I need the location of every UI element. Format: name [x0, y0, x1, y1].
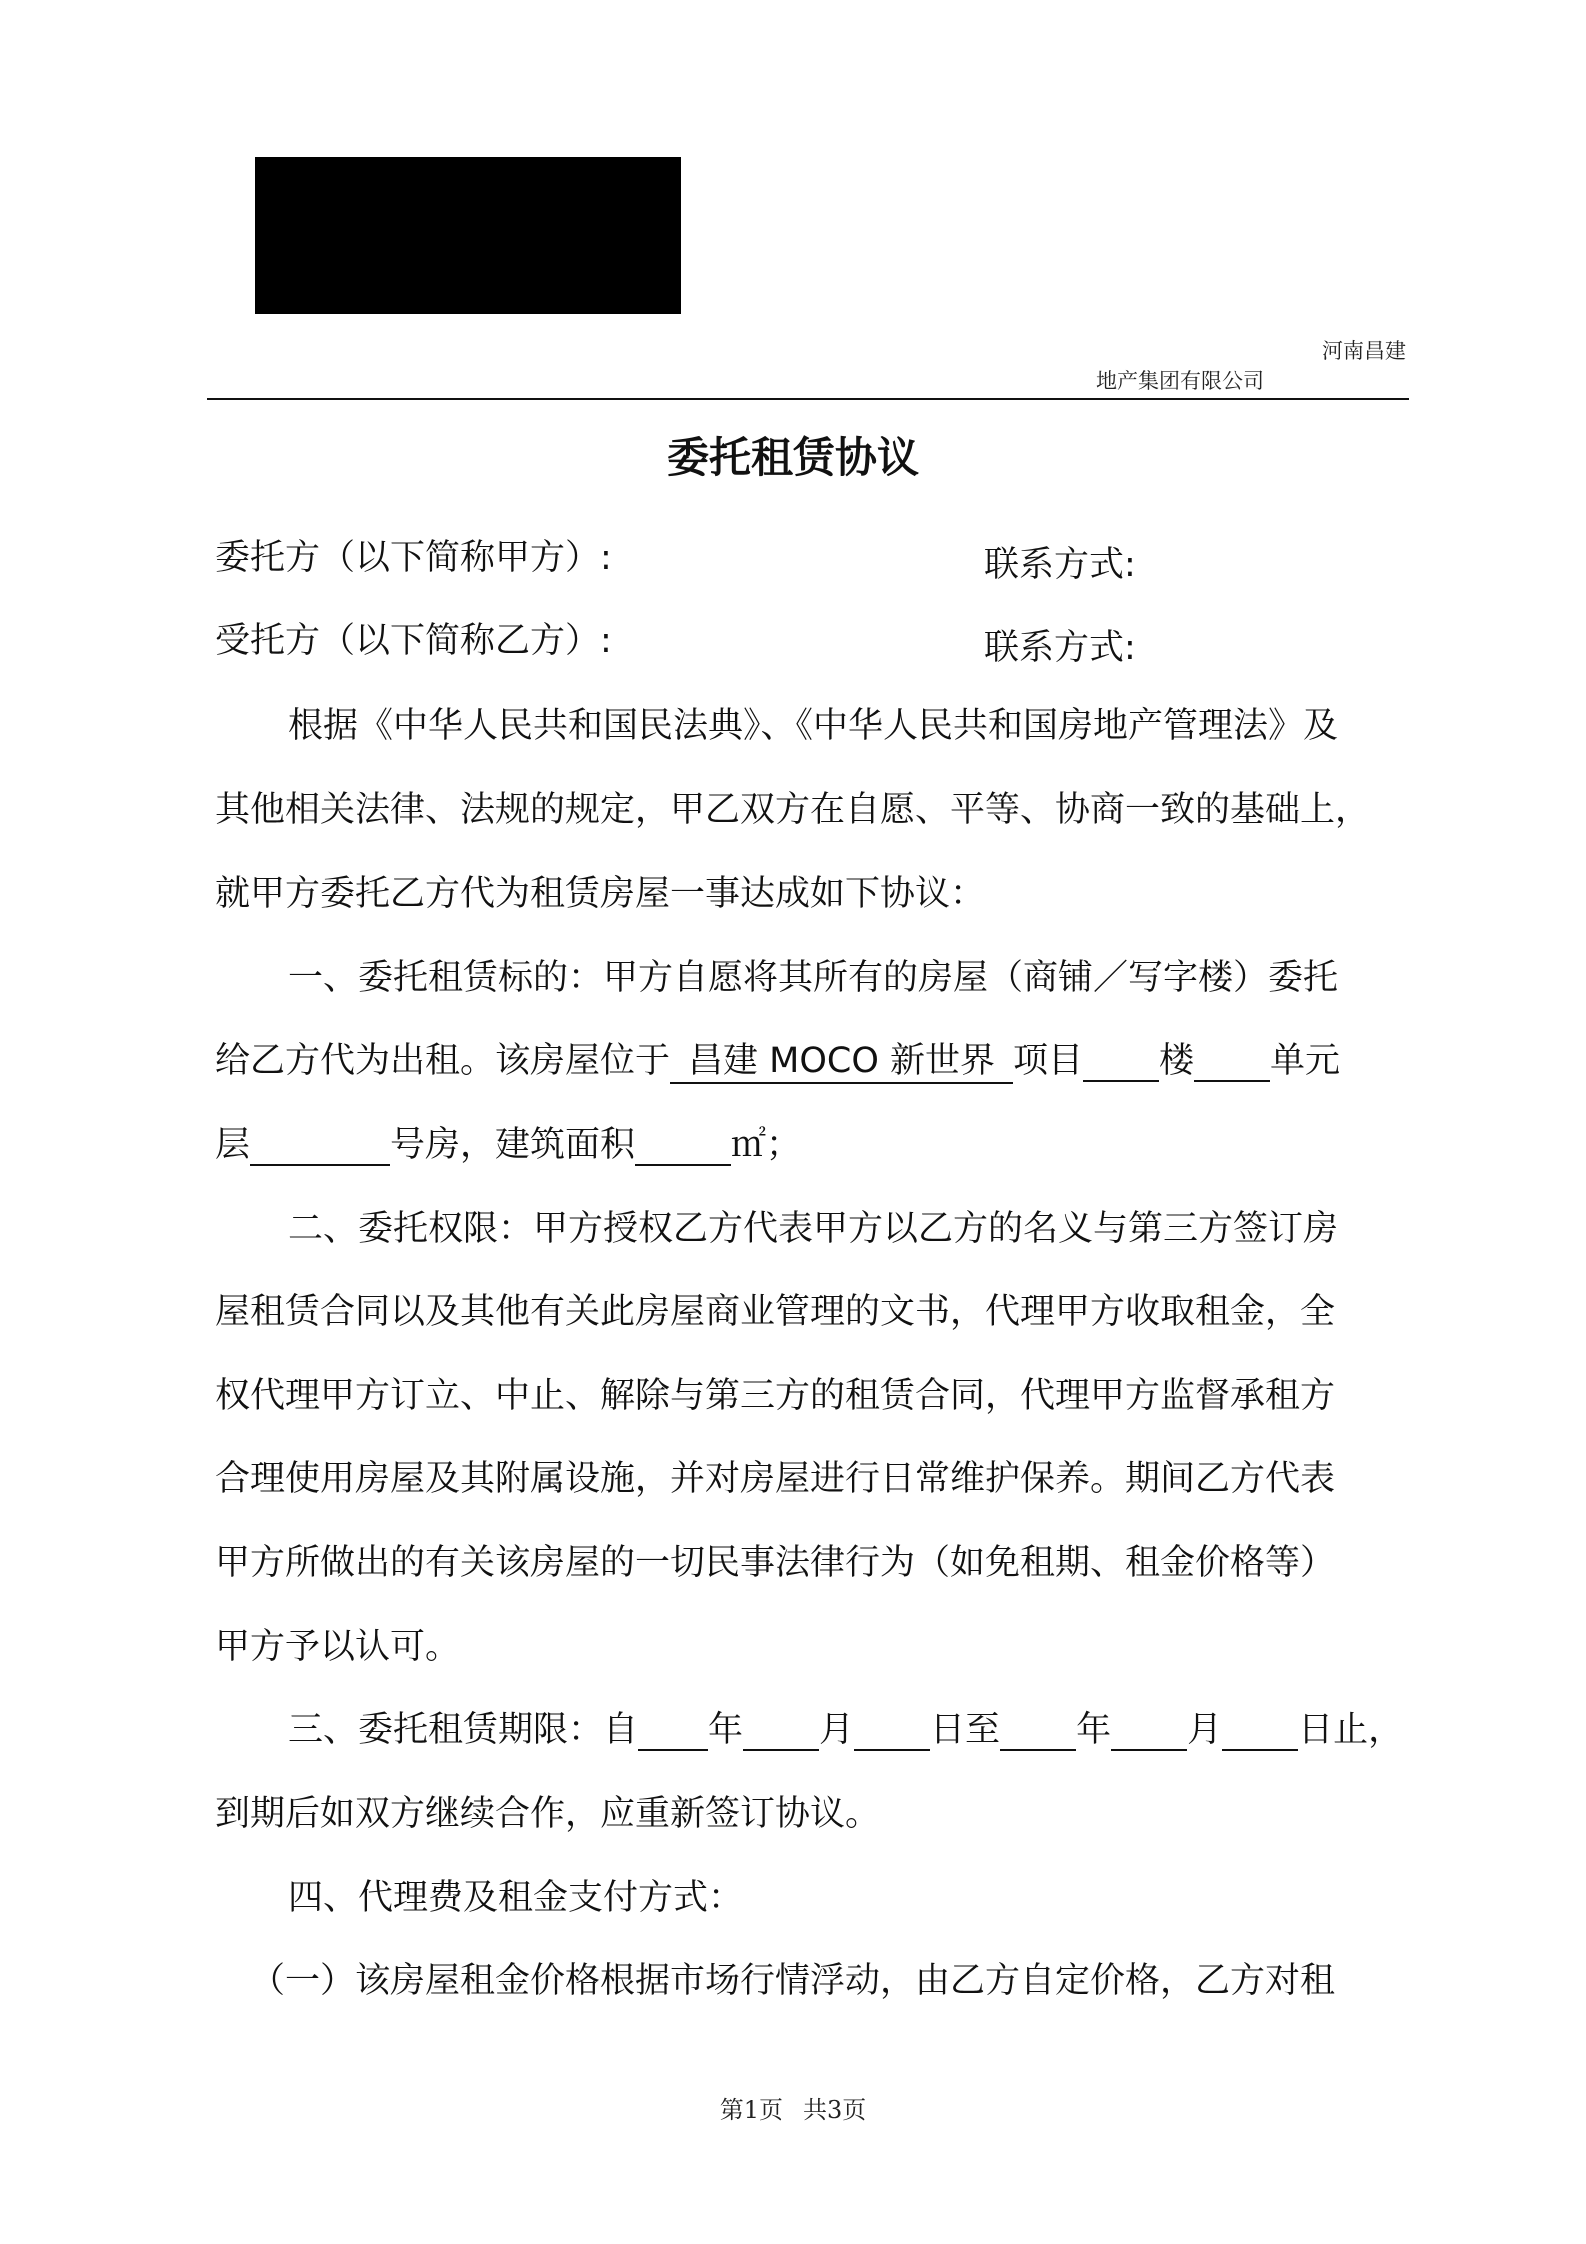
end-day-label: 日止， [1298, 1710, 1404, 1750]
start-year-blank [638, 1714, 708, 1751]
area-blank [635, 1129, 731, 1166]
document-title: 委托租赁协议 [666, 433, 919, 482]
header-divider [207, 398, 1409, 400]
agent-label: 受托方（以下简称乙方）: [215, 621, 612, 661]
section4-item-1: （一）该房屋租金价格根据市场行情浮动，由乙方自定价格，乙方对租 [250, 1961, 1336, 2001]
floor-blank [250, 1129, 390, 1166]
page-footer [0, 2090, 1586, 2125]
section2-line-6: 甲方予以认可。 [215, 1627, 461, 1667]
section3-line-2: 到期后如双方继续合作，应重新签订协议。 [215, 1794, 881, 1834]
section4-heading: 四、代理费及租金支付方式： [288, 1878, 744, 1918]
section2-line-4: 合理使用房屋及其附属设施，并对房屋进行日常维护保养。期间乙方代表 [215, 1459, 1336, 1499]
section1-line-3 [215, 1124, 801, 1166]
term-prefix: 三、委托租赁期限：自 [288, 1710, 639, 1750]
preamble-line-1: 根据《中华人民共和国民法典》、《中华人民共和国房地产管理法》及 [288, 706, 1339, 746]
end-month-label: 月 [1187, 1710, 1223, 1750]
section1-line-1: 一、委托租赁标的：甲方自愿将其所有的房屋（商铺／写字楼）委托 [288, 958, 1339, 998]
section3-line-1 [288, 1709, 1403, 1751]
area-unit: ㎡； [731, 1125, 802, 1165]
agent-contact-label: 联系方式: [984, 628, 1136, 668]
section1-line-2 [215, 1040, 1340, 1084]
section2-line-1: 二、委托权限：甲方授权乙方代表甲方以乙方的名义与第三方签订房 [288, 1209, 1339, 1249]
start-month-blank [743, 1714, 819, 1751]
page-number: 第1页 [719, 2096, 783, 2124]
principal-contact-label: 联系方式: [984, 545, 1136, 585]
unit-blank [1194, 1045, 1270, 1082]
end-month-blank [1111, 1714, 1187, 1751]
company-name-line2: 地产集团有限公司 [1096, 369, 1264, 393]
end-day-blank [1222, 1714, 1298, 1751]
section2-line-5: 甲方所做出的有关该房屋的一切民事法律行为（如免租期、租金价格等） [215, 1543, 1336, 1583]
redacted-logo-block [255, 157, 681, 314]
end-year-label: 年 [1076, 1710, 1112, 1750]
preamble-line-3: 就甲方委托乙方代为租赁房屋一事达成如下协议： [215, 874, 986, 914]
project-label: 项目 [1013, 1041, 1084, 1081]
section1-location-prefix: 给乙方代为出租。该房屋位于 [215, 1041, 671, 1081]
start-year-label: 年 [708, 1710, 744, 1750]
start-day-label: 日至 [930, 1710, 1001, 1750]
area-prefix: 号房，建筑面积 [390, 1125, 636, 1165]
floor-label: 层 [215, 1125, 251, 1165]
principal-label: 委托方（以下简称甲方）: [215, 538, 612, 578]
project-name-field: 昌建 MOCO 新世界 [670, 1040, 1013, 1084]
building-label: 楼 [1159, 1041, 1195, 1081]
start-month-label: 月 [819, 1710, 855, 1750]
section2-line-3: 权代理甲方订立、中止、解除与第三方的租赁合同，代理甲方监督承租方 [215, 1376, 1336, 1416]
section2-line-2: 屋租赁合同以及其他有关此房屋商业管理的文书，代理甲方收取租金，全 [215, 1292, 1336, 1332]
end-year-blank [1000, 1714, 1076, 1751]
unit-label: 单元 [1270, 1041, 1341, 1081]
company-name-line1: 河南昌建 [1322, 339, 1406, 363]
page-total: 共3页 [803, 2096, 867, 2124]
building-blank [1083, 1045, 1159, 1082]
start-day-blank [854, 1714, 930, 1751]
preamble-line-2: 其他相关法律、法规的规定，甲乙双方在自愿、平等、协商一致的基础上， [215, 790, 1371, 830]
